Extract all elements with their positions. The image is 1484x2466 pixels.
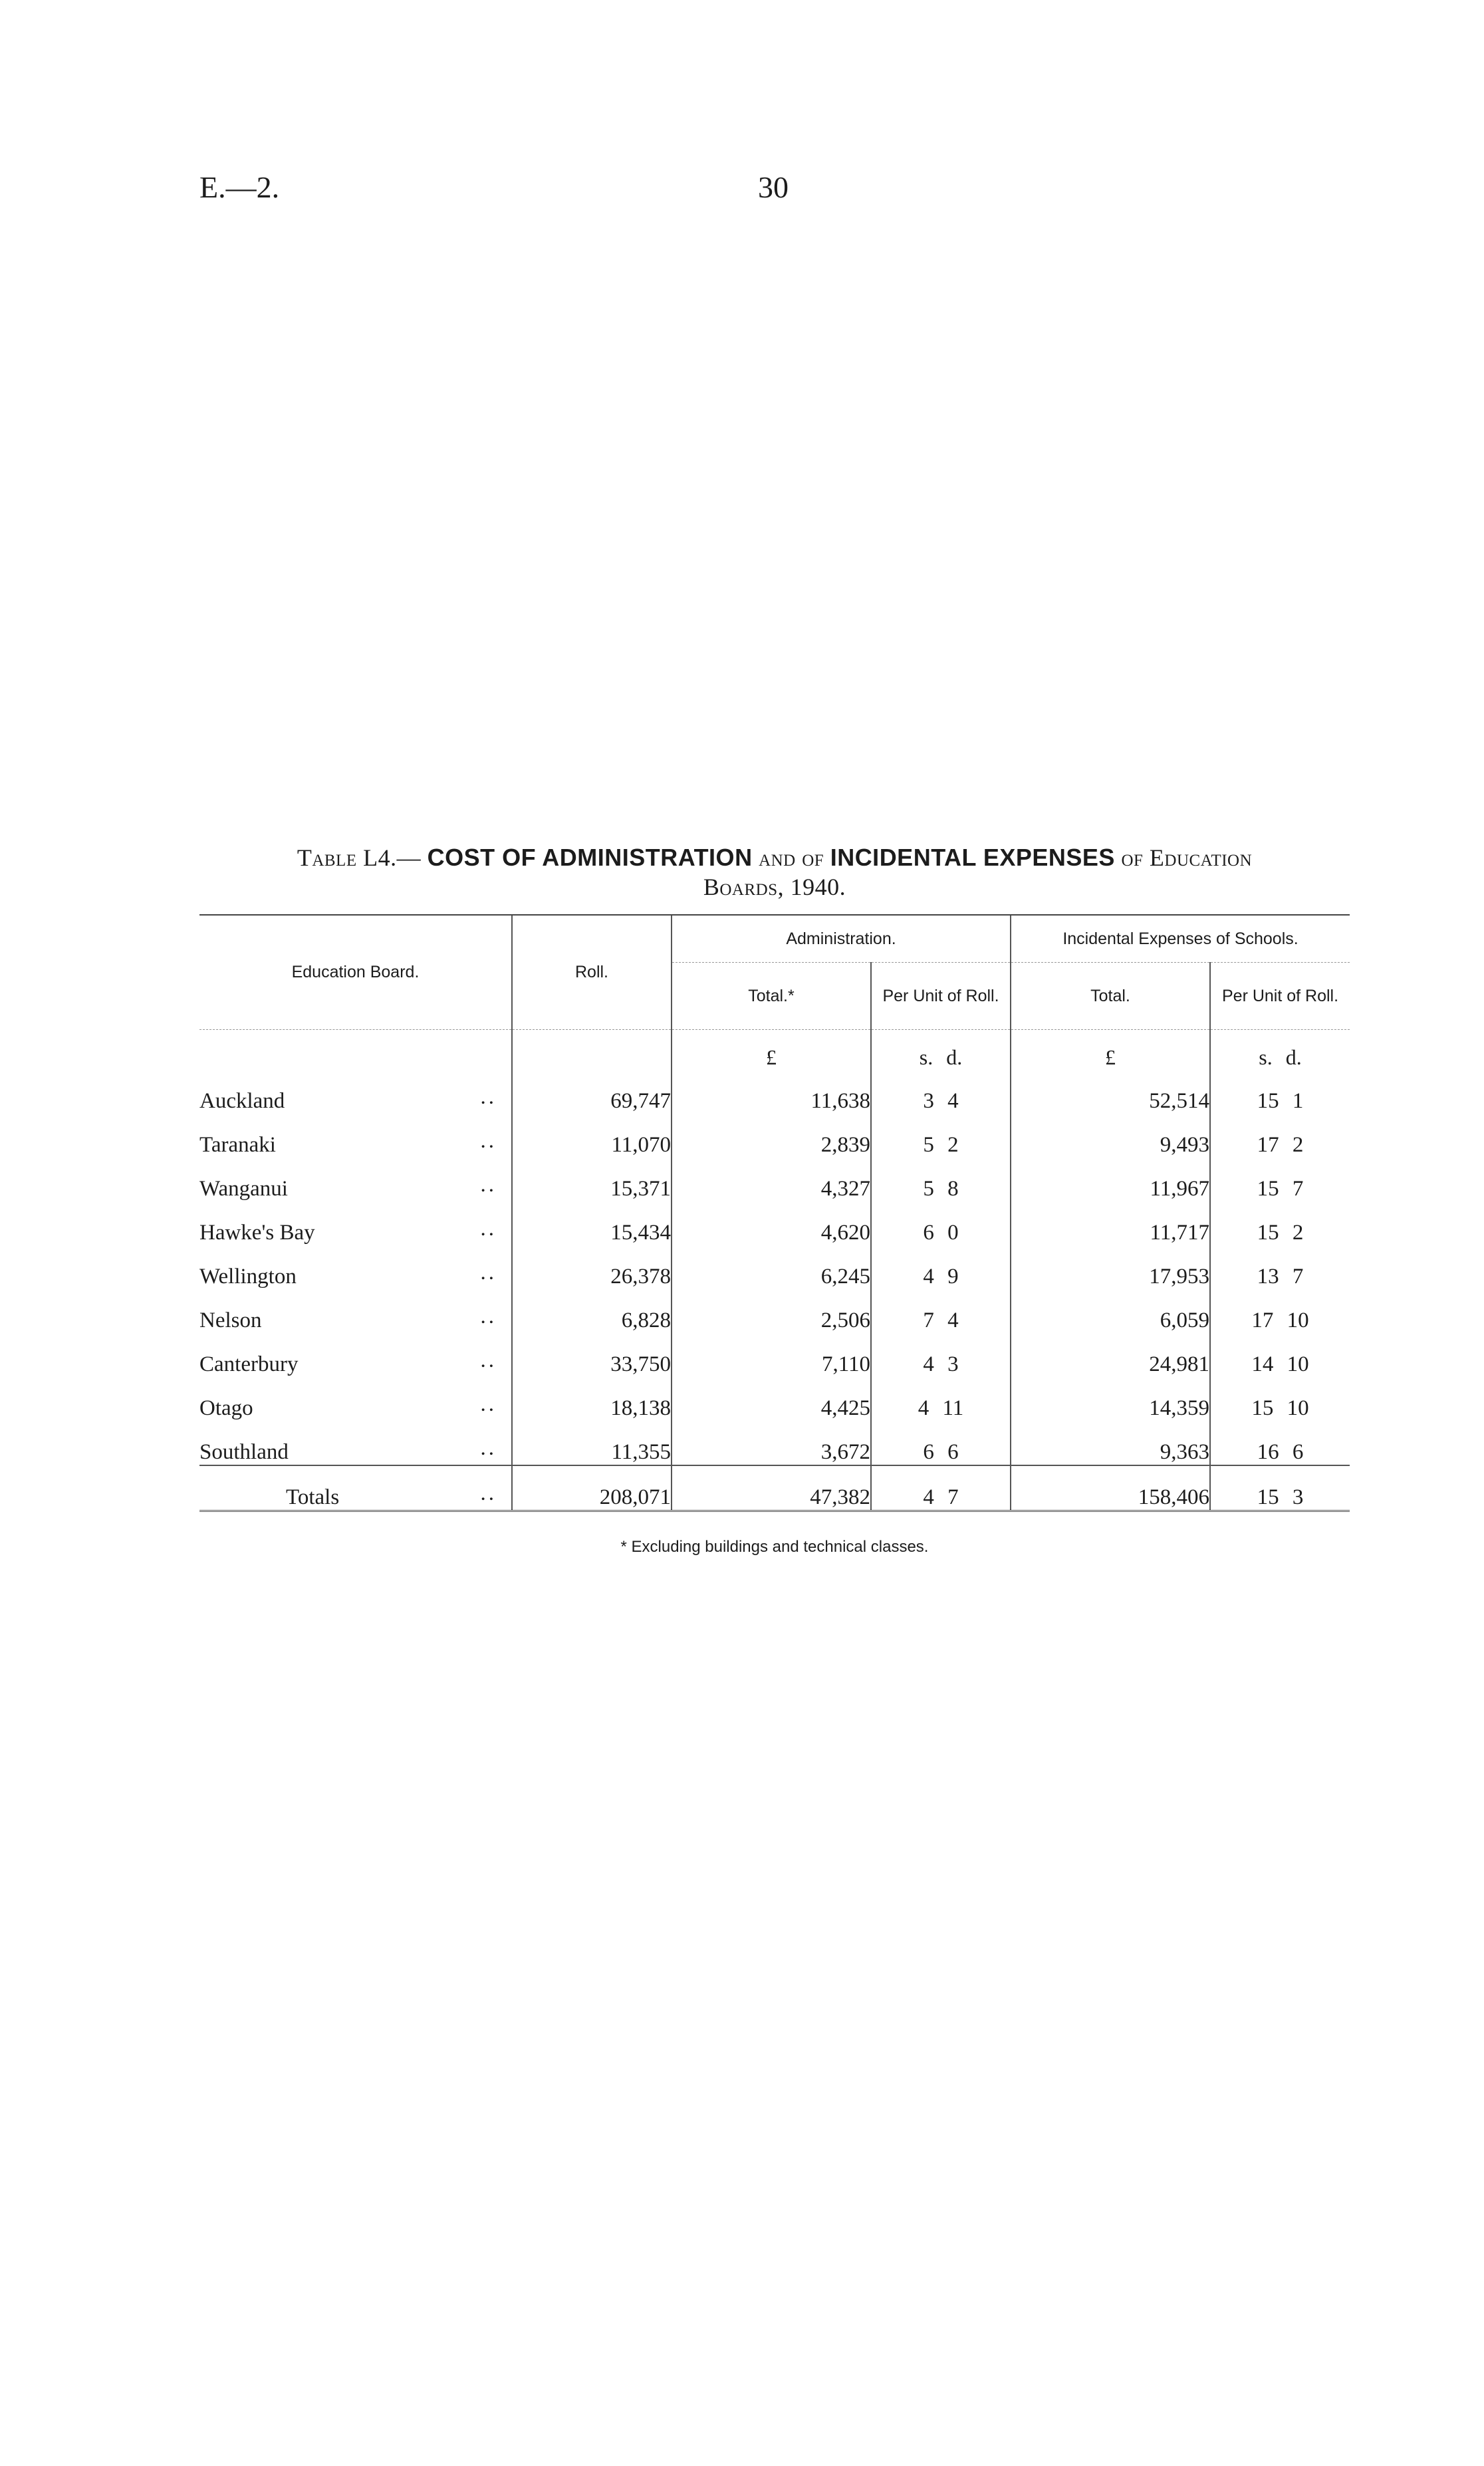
table-body [199,1070,1350,1465]
unit-admin-per-unit: s. d. [871,1030,1011,1070]
cell-admin-per-unit: 4 9 [871,1245,1011,1289]
cell-incidental-per-unit: 15 7 [1210,1158,1350,1201]
cell-incidental-total: 9,493 [1011,1114,1210,1158]
board-name: Taranaki [199,1133,276,1157]
cell-admin-per-unit: 5 2 [871,1114,1011,1158]
board-name: Canterbury [199,1352,299,1376]
cell-roll: 69,747 [512,1070,672,1114]
cell-incidental-total: 24,981 [1011,1333,1210,1377]
header-incidental-total: Total. [1011,963,1210,1030]
cell-roll: 26,378 [512,1245,672,1289]
board-name: Hawke's Bay [199,1221,315,1245]
cell-admin-total: 4,620 [672,1201,871,1245]
cell-admin-per-unit: 3 4 [871,1070,1011,1114]
leader-dots: .. [480,1173,497,1197]
cell-roll: 15,434 [512,1201,672,1245]
cell-admin-total: 11,638 [672,1070,871,1114]
cell-incidental-per-unit: 15 2 [1210,1201,1350,1245]
cell-incidental-per-unit: 16 6 [1210,1421,1350,1465]
header-administration: Administration. [672,915,1011,963]
table-row [199,1333,1350,1377]
cell-incidental-total: 52,514 [1011,1070,1210,1114]
leader-dots: .. [480,1085,497,1109]
title-connector-1: and of [759,844,824,871]
cost-table [199,914,1350,1512]
cell-incidental-total: 14,359 [1011,1377,1210,1421]
table-row [199,1114,1350,1158]
cell-admin-per-unit: 7 4 [871,1289,1011,1333]
cell-education-board [199,1289,512,1333]
totals-admin-per-unit: 4 7 [871,1465,1011,1511]
cell-roll: 18,138 [512,1377,672,1421]
totals-admin-total: 47,382 [672,1465,871,1511]
leader-dots: .. [480,1217,497,1241]
cell-education-board [199,1158,512,1201]
table-title [199,843,1350,902]
title-prefix: Table L4.— [297,844,422,871]
header-education-board: Education Board. [199,915,512,1030]
cell-roll: 11,070 [512,1114,672,1158]
cell-education-board [199,1421,512,1465]
cell-admin-total: 7,110 [672,1333,871,1377]
page-number: 30 [758,170,789,204]
cell-incidental-per-unit: 17 2 [1210,1114,1350,1158]
header-admin-total: Total.* [672,963,871,1030]
cell-admin-per-unit: 6 0 [871,1201,1011,1245]
header-incidental-per-unit: Per Unit of Roll. [1210,963,1350,1030]
table-title-line-2: Boards, 1940. [703,874,846,900]
document-reference: E.—2. [199,170,280,204]
leader-dots: .. [480,1304,497,1328]
cost-table-container [199,914,1350,1512]
board-name: Southland [199,1440,289,1464]
table-title-line-1 [199,843,1350,872]
leader-dots: .. [480,1348,497,1372]
totals-label-cell [199,1465,512,1511]
table-row [199,1201,1350,1245]
title-connector-2: of Education [1121,844,1253,871]
table-row [199,1245,1350,1289]
cell-incidental-per-unit: 17 10 [1210,1289,1350,1333]
cell-admin-total: 2,839 [672,1114,871,1158]
totals-label: Totals [286,1485,340,1509]
table-row [199,1421,1350,1465]
title-bold-incidental: INCIDENTAL EXPENSES [830,844,1115,871]
header-incidental-expenses: Incidental Expenses of Schools. [1011,915,1350,963]
header-roll: Roll. [512,915,672,1030]
cell-incidental-total: 11,717 [1011,1201,1210,1245]
cell-admin-total: 3,672 [672,1421,871,1465]
board-name: Auckland [199,1089,285,1113]
leader-dots: .. [480,1392,497,1416]
board-name: Otago [199,1396,253,1420]
cell-admin-per-unit: 5 8 [871,1158,1011,1201]
cell-incidental-total: 9,363 [1011,1421,1210,1465]
cell-education-board [199,1070,512,1114]
cell-incidental-per-unit: 15 10 [1210,1377,1350,1421]
table-row [199,1070,1350,1114]
cell-roll: 11,355 [512,1421,672,1465]
unit-admin-total: £ [672,1030,871,1070]
unit-incidental-per-unit: s. d. [1210,1030,1350,1070]
cell-incidental-per-unit: 15 1 [1210,1070,1350,1114]
board-name: Wanganui [199,1177,288,1201]
title-bold-administration: COST OF ADMINISTRATION [427,844,753,871]
cell-incidental-total: 17,953 [1011,1245,1210,1289]
leader-dots: .. [480,1436,497,1460]
cell-incidental-total: 6,059 [1011,1289,1210,1333]
cell-admin-per-unit: 4 3 [871,1333,1011,1377]
cell-roll: 6,828 [512,1289,672,1333]
units-row [199,1030,1350,1070]
table-row [199,1158,1350,1201]
cell-education-board [199,1201,512,1245]
cell-admin-total: 4,425 [672,1377,871,1421]
cell-education-board [199,1377,512,1421]
leader-dots: .. [480,1129,497,1153]
cell-education-board [199,1245,512,1289]
header-admin-per-unit: Per Unit of Roll. [871,963,1011,1030]
footnote: * Excluding buildings and technical classes. [620,1538,929,1556]
leader-dots: .. [480,1261,497,1285]
unit-incidental-total: £ [1011,1030,1210,1070]
leader-dots: .. [480,1481,497,1505]
board-name: Nelson [199,1308,262,1332]
cell-education-board [199,1114,512,1158]
totals-row [199,1465,1350,1511]
cell-admin-total: 2,506 [672,1289,871,1333]
cell-roll: 15,371 [512,1158,672,1201]
cell-education-board [199,1333,512,1377]
cell-admin-total: 4,327 [672,1158,871,1201]
table-row [199,1289,1350,1333]
cell-incidental-per-unit: 13 7 [1210,1245,1350,1289]
cell-incidental-total: 11,967 [1011,1158,1210,1201]
totals-roll: 208,071 [512,1465,672,1511]
totals-incidental-per-unit: 15 3 [1210,1465,1350,1511]
board-name: Wellington [199,1265,297,1289]
cell-roll: 33,750 [512,1333,672,1377]
cell-admin-per-unit: 6 6 [871,1421,1011,1465]
page-header [199,170,1303,216]
totals-incidental-total: 158,406 [1011,1465,1210,1511]
table-row [199,1377,1350,1421]
cell-admin-per-unit: 4 11 [871,1377,1011,1421]
cell-admin-total: 6,245 [672,1245,871,1289]
cell-incidental-per-unit: 14 10 [1210,1333,1350,1377]
